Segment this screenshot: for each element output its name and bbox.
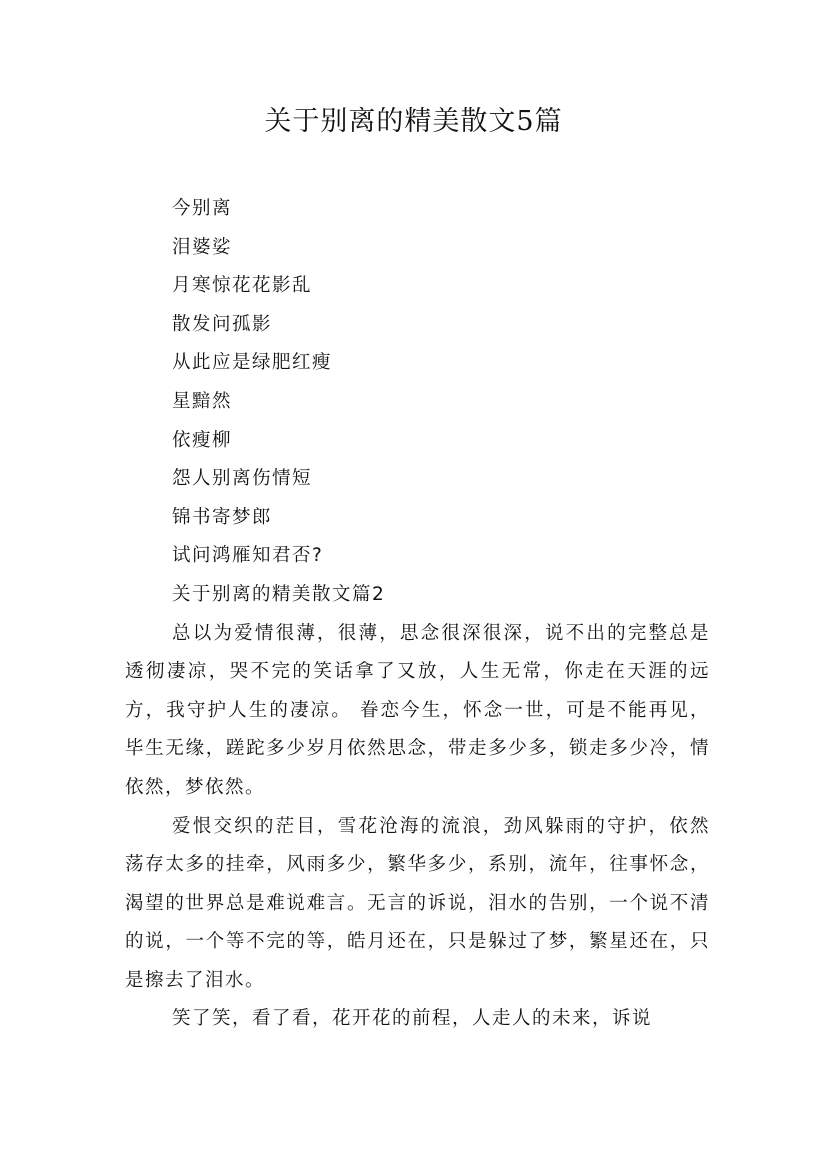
poem-line: 从此应是绿肥红瘦: [172, 352, 333, 374]
poem-line: 星黯然: [172, 390, 233, 412]
poem-line: 月寒惊花花影乱: [172, 275, 313, 297]
document-title: 关于别离的精美散文5篇: [264, 106, 563, 137]
poem-line: 锦书寄梦郎: [172, 506, 273, 528]
body-paragraph: 爱恨交织的茫目，雪花沧海的流浪，劲风躲雨的守护，依然荡存太多的挂牵，风雨多少，繁华多少，系别，流年，往事怀念，渴望的世界总是难说难言。无言的诉说，泪水的告别，一个说不清的说，一个等不完的等，皓月还在，只是躲过了梦，繁星还在，只是擦去了泪水。: [125, 815, 710, 991]
poem-line: 试问鸿雁知君否?: [172, 545, 324, 567]
poem-line: 散发问孤影: [172, 313, 273, 335]
document-body: [125, 190, 710, 1039]
poem-line: 怨人别离伤情短: [172, 468, 313, 490]
poem-line: 今别离: [172, 198, 233, 219]
poem-line: 泪婆娑: [172, 236, 233, 258]
poem-line: 依瘦柳: [172, 429, 233, 451]
body-paragraph: 笑了笑，看了看，花开花的前程，人走人的未来，诉说: [172, 1008, 653, 1030]
section-heading: 关于别离的精美散文篇2: [172, 583, 386, 605]
body-paragraph: 总以为爱情很薄，很薄，思念很深很深，说不出的完整总是透彻凄凉，哭不完的笑话拿了又放，人生无常，你走在天涯的远方，我守护人生的凄凉。 眷恋今生，怀念一世，可是不能再见，毕生无缘，蹉跎多少岁月依然思念，带走多少多，锁走多少冷，情依然，梦依然。: [125, 622, 710, 798]
